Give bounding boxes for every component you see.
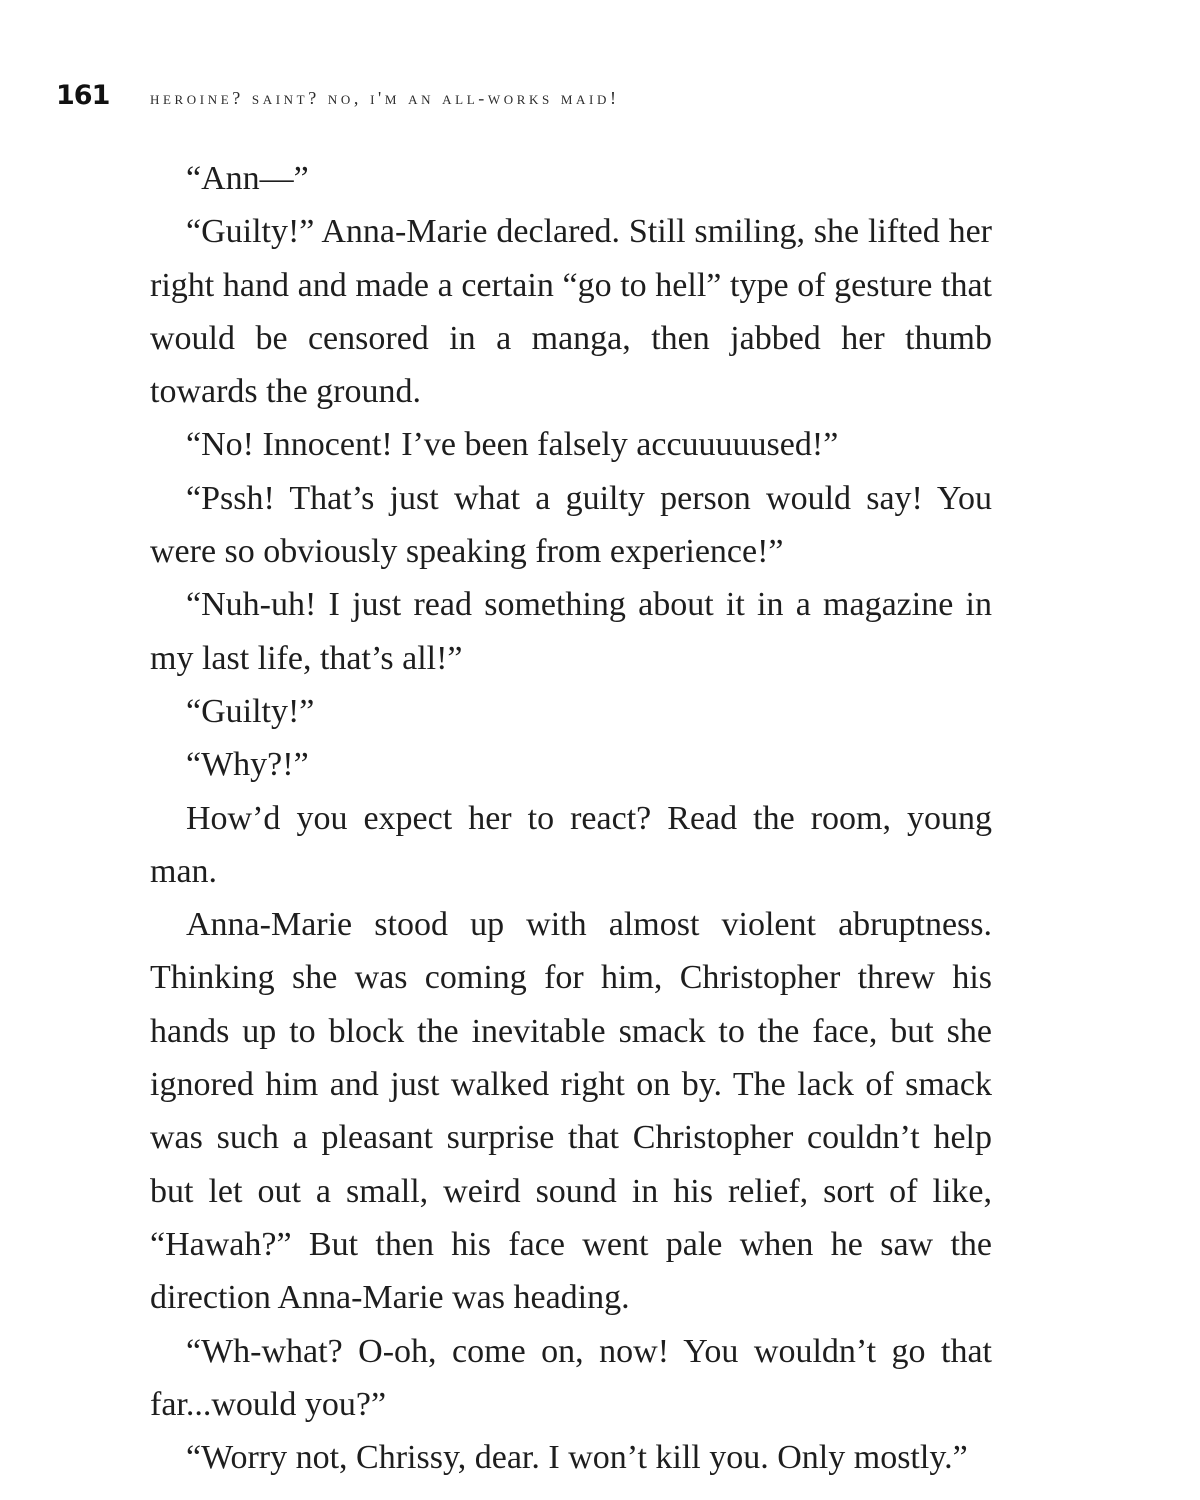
page-header	[56, 80, 1080, 120]
paragraph: “Wh-what? O-oh, come on, now! You wouldn’t go that far...would you?”	[150, 1332, 992, 1423]
paragraph: “No! Innocent! I’ve been falsely accuuuuused!”	[186, 426, 839, 464]
paragraph: “Guilty!” Anna-Marie declared. Still smiling, she lifted her right hand and made a certain “go to hell” type of gesture that would be censored in a manga, then jabbed her thumb towards the ground.	[150, 213, 992, 411]
paragraph: How’d you expect her to react? Read the room, young man.	[150, 799, 992, 890]
page-number: 161	[56, 80, 110, 111]
paragraph: Anna-Marie stood up with almost violent abruptness. Thinking she was coming for him, Christopher threw his hands up to block the inevitable smack to the face, but she ignored him and just walked right on by. The lack of smack was such a pleasant surprise that Christopher couldn’t help but let out a small, weird sound in his relief, sort of like, “Hawah?” But then his face went pale when he saw the direction Anna-Marie was heading.	[150, 906, 992, 1317]
paragraph: “Ann—”	[186, 160, 309, 197]
running-title: heroine? saint? no, i'm an all-works maid!	[150, 88, 620, 108]
paragraph: “Why?!”	[186, 746, 309, 784]
body-text	[150, 152, 992, 1484]
paragraph: “Worry not, Chrissy, dear. I won’t kill you. Only mostly.”	[186, 1439, 968, 1477]
paragraph: “Pssh! That’s just what a guilty person would say! You were so obviously speaking from experience!”	[150, 479, 992, 571]
paragraph: “Nuh-uh! I just read something about it in a magazine in my last life, that’s all!”	[150, 586, 992, 677]
paragraph: “Guilty!”	[186, 692, 315, 730]
